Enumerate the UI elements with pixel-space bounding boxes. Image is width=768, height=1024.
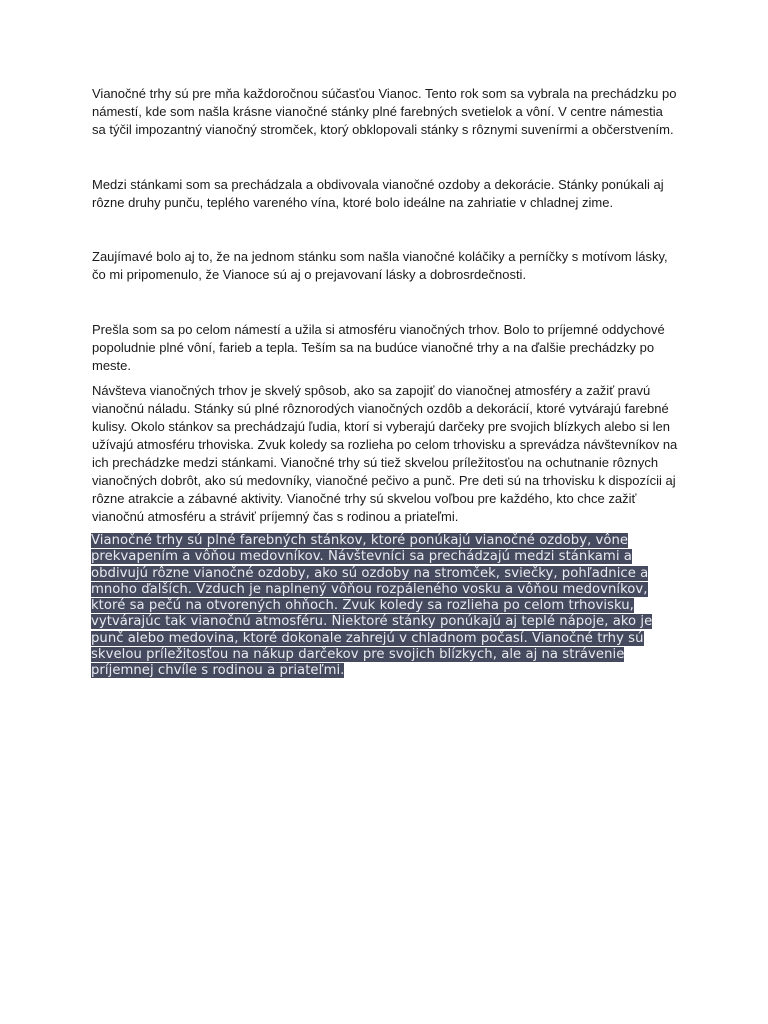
paragraph-1: Vianočné trhy sú pre mňa každoročnou súčasťou Vianoc. Tento rok som sa vybrala na prechádzku po námestí, kde som našla krásne vianočné stánky plné farebných svetielok a vôní. V centre námestia sa týčil impozantný vianočný stromček, ktorý obklopovali stánky s rôznymi suvenírmi a občerstvením. — [92, 86, 677, 137]
selected-text[interactable]: Vianočné trhy sú plné farebných stánkov, ktoré ponúkajú vianočné ozdoby, vône prekvapením a vôňou medovníkov. Návštevníci sa prechádzajú medzi stánkami a obdivujú rôzne vianočné ozdoby, ako sú ozdoby na stromček, sviečky, pohľadnice a mnoho ďalších. Vzduch je naplnený vôňou rozpáleného vosku a vôňou medovníkov, ktoré sa pečú na otvorených ohňoch. Zvuk koledy sa rozlieha po celom trhovisku, vytvárajúc tak vianočnú atmosféru. Niektoré stánky ponúkajú aj teplé nápoje, ako je punč alebo medovina, ktoré dokonale zahrejú v chladnom počasí. Vianočné trhy sú skvelou príležitosťou na nákup darčekov pre svojich blízkych, ale aj na strávenie príjemnej chvíle s rodinou a priateľmi. — [91, 533, 653, 679]
paragraph-3: Zaujímavé bolo aj to, že na jednom stánku som našla vianočné koláčiky a perníčky s motívom lásky, čo mi pripomenulo, že Vianoce sú aj o prejavovaní lásky a dobrosrdečnosti. — [92, 249, 668, 282]
paragraph-2: Medzi stánkami som sa prechádzala a obdivovala vianočné ozdoby a dekorácie. Stánky ponúkali aj rôzne druhy punču, teplého vareného vína, ktoré bolo ideálne na zahriatie v chladnej zime. — [92, 177, 664, 210]
selected-paragraph[interactable] — [91, 533, 673, 680]
paragraph-5: Návšteva vianočných trhov je skvelý spôsob, ako sa zapojiť do vianočnej atmosféry a zažiť pravú vianočnú náladu. Stánky sú plné rôznorodých vianočných ozdôb a dekorácií, ktoré vytvárajú farebné kulisy. Okolo stánkov sa prechádzajú ľudia, ktorí si vyberajú darčeky pre svojich blízkych alebo si len užívajú atmosféru trhoviska. Zvuk koledy sa rozlieha po celom trhovisku a sprevádza návštevníkov na ich prechádzke medzi stánkami. Vianočné trhy sú tiež skvelou príležitosťou na ochutnanie rôznych vianočných dobrôt, ako sú medovníky, vianočné pečivo a punč. Pre deti sú na trhovisku k dispozícii aj rôzne atrakcie a zábavné aktivity. Vianočné trhy sú skvelou voľbou pre každého, kto chce zažiť vianočnú atmosféru a stráviť príjemný čas s rodinou a priateľmi. — [92, 383, 678, 524]
paragraph-4: Prešla som sa po celom námestí a užila si atmosféru vianočných trhov. Bolo to príjemné oddychové popoludnie plné vôní, farieb a tepla. Teším sa na budúce vianočné trhy a na ďalšie prechádzky po meste. — [92, 322, 665, 373]
